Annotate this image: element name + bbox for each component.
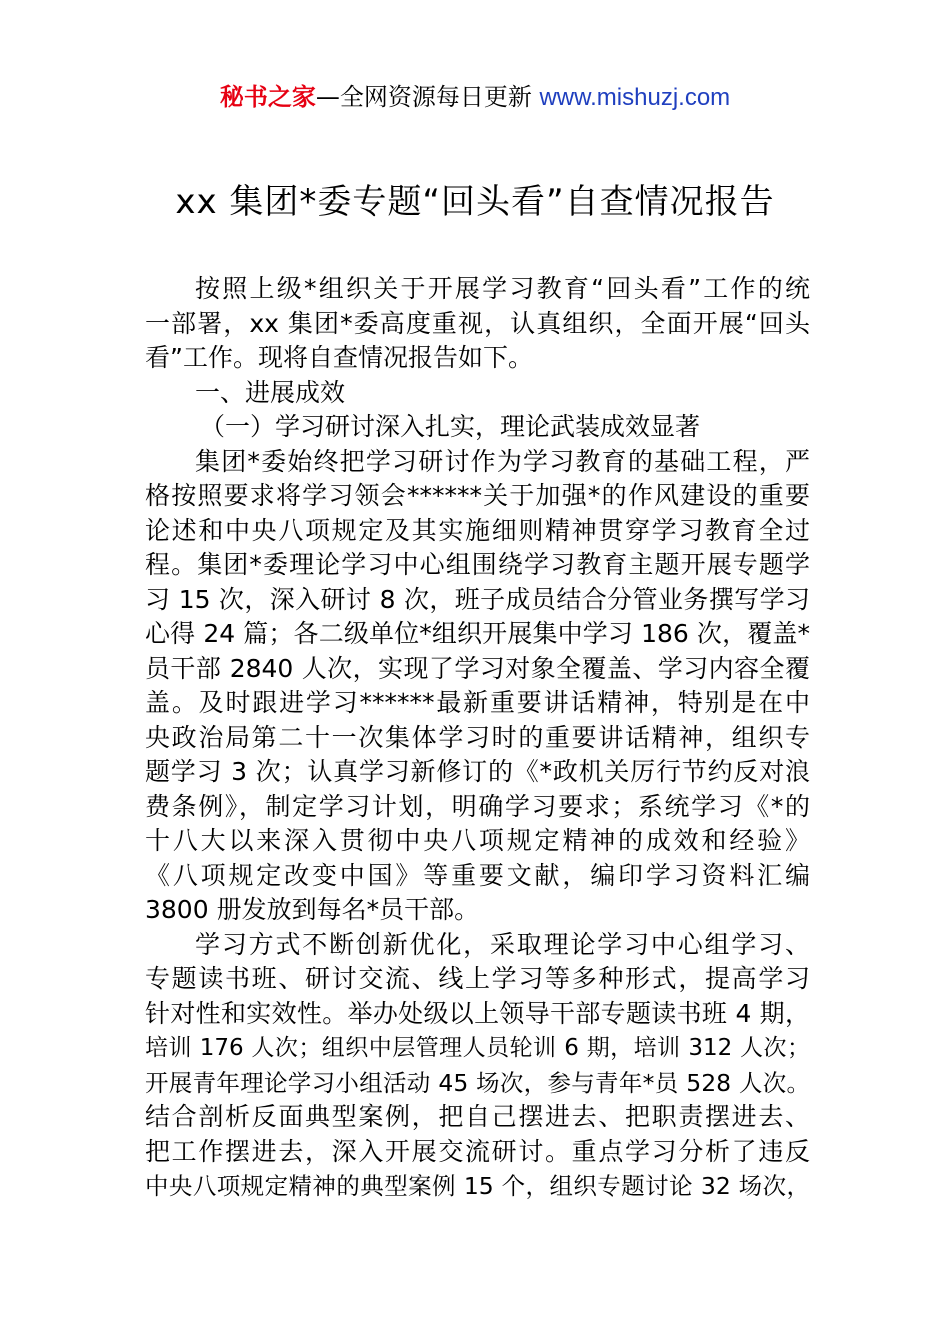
body-line: 培训 176 人次；组织中层管理人员轮训 6 期，培训 312 人次； — [145, 1035, 810, 1061]
body-line: 程。集团*委理论学习中心组围绕学习教育主题开展专题学 — [145, 550, 810, 579]
body-line: 论述和中央八项规定及其实施细则精神贯穿学习教育全过 — [145, 515, 810, 545]
body-line: 习 15 次，深入研讨 8 次，班子成员结合分管业务撰写学习 — [145, 584, 810, 614]
site-header — [0, 80, 950, 115]
body-line: 央政治局第二十一次集体学习时的重要讲话精神，组织专 — [145, 722, 810, 752]
section-heading: 一、进展成效 — [195, 377, 346, 407]
site-tagline: —全网资源每日更新 — [315, 83, 532, 111]
body-line: 看”工作。现将自查情况报告如下。 — [145, 343, 533, 372]
body-line: 按照上级*组织关于开展学习教育“回头看”工作的统 — [195, 274, 810, 303]
body-line: 针对性和实效性。举办处级以上领导干部专题读书班 4 期， — [145, 998, 810, 1028]
document-title: xx 集团*委专题“回头看”自查情况报告 — [175, 182, 775, 222]
body-line: 员干部 2840 人次，实现了学习对象全覆盖、学习内容全覆 — [145, 653, 810, 683]
document-body — [145, 272, 810, 1204]
body-line: 题学习 3 次；认真学习新修订的《*政机关厉行节约反对浪 — [145, 757, 810, 786]
body-line: 一部署，xx 集团*委高度重视，认真组织，全面开展“回头 — [145, 308, 810, 338]
body-line: 中央八项规定精神的典型案例 15 个，组织专题讨论 32 场次， — [145, 1172, 810, 1200]
body-line: 费条例》，制定学习计划，明确学习要求；系统学习《*的 — [145, 791, 810, 821]
body-line: 开展青年理论学习小组活动 45 场次，参与青年*员 528 人次。 — [145, 1068, 810, 1097]
body-line: 心得 24 篇；各二级单位*组织开展集中学习 186 次，覆盖* — [145, 619, 810, 648]
body-line: 专题读书班、研讨交流、线上学习等多种形式，提高学习 — [145, 964, 810, 993]
body-line: 把工作摆进去，深入开展交流研讨。重点学习分析了违反 — [145, 1136, 810, 1166]
site-brand: 秘书之家 — [219, 83, 316, 111]
subsection-heading: （一）学习研讨深入扎实，理论武装成效显著 — [200, 412, 701, 441]
body-line: 《八项规定改变中国》等重要文献，编印学习资料汇编 — [145, 860, 810, 890]
body-line: 集团*委始终把学习研讨作为学习教育的基础工程，严 — [195, 446, 810, 476]
site-url-link[interactable]: www.mishuzj.com — [539, 84, 731, 111]
body-line: 学习方式不断创新优化，采取理论学习中心组学习、 — [195, 929, 810, 959]
body-line: 十八大以来深入贯彻中央八项规定精神的成效和经验》 — [145, 826, 810, 855]
body-line: 3800 册发放到每名*员干部。 — [145, 895, 480, 924]
body-line: 格按照要求将学习领会******关于加强*的作风建设的重要 — [145, 481, 810, 510]
body-line: 盖。及时跟进学习******最新重要讲话精神，特别是在中 — [145, 688, 810, 717]
body-line: 结合剖析反面典型案例，把自己摆进去、把职责摆进去、 — [145, 1102, 810, 1131]
